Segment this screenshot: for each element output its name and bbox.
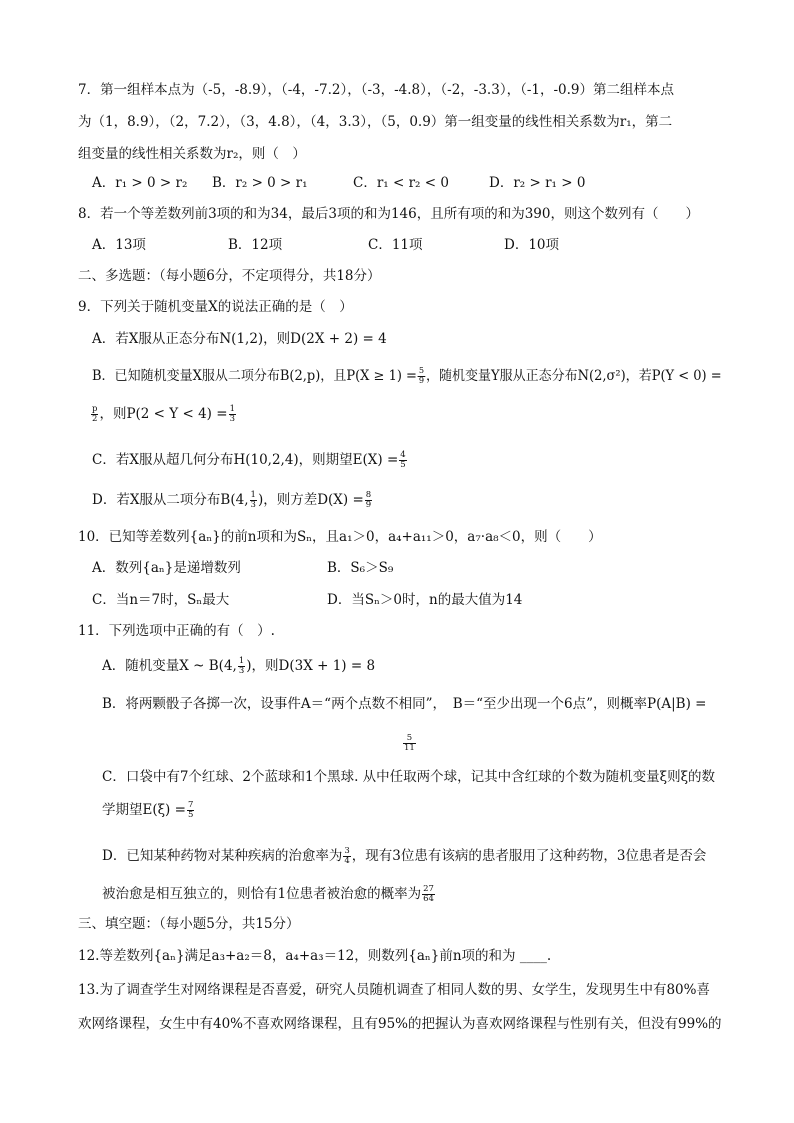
q9-option-d <box>92 490 373 510</box>
q7-option-c: C．r₁ < r₂ < 0 <box>353 175 449 191</box>
q10-option-c: C．当n＝7时，Sₙ最大 <box>92 592 230 608</box>
q13-line-1: 13.为了调查学生对网络课程是否喜爱，研究人员随机调查了相同人数的男、女学生，发现男生中有80%喜 <box>78 982 710 998</box>
fraction <box>91 405 98 424</box>
q11-option-c-line-1: C．口袋中有7个红球、2个蓝球和1个黑球. 从中任取两个球，记其中含红球的个数为随机变量ξ则ξ的数 <box>102 769 716 785</box>
q9-option-a: A．若X服从正态分布N(1,2)，则D(2X + 2) = 4 <box>92 331 387 347</box>
q8-option-c: C．11项 <box>368 237 423 253</box>
q8-option-b: B．12项 <box>228 237 283 253</box>
fraction <box>403 734 416 753</box>
q10-option-a: A．数列{aₙ}是递增数列 <box>92 560 241 576</box>
fraction <box>343 847 350 866</box>
numerator: 1 <box>229 404 235 414</box>
fraction <box>229 405 236 424</box>
numerator: 5 <box>403 734 416 744</box>
denominator: 11 <box>404 743 415 753</box>
q11-c-text: 学期望E(ξ) = <box>102 802 186 818</box>
q11-option-b: B．将两颗骰子各掷一次，设事件A＝“两个点数不相同”， B＝“至少出现一个6点”，则概率P(A|B) = <box>102 696 707 712</box>
fraction <box>422 885 435 904</box>
numerator: 4 <box>400 450 406 460</box>
fraction <box>238 657 245 676</box>
q11-option-a <box>102 656 375 676</box>
q11-option-b-fraction <box>402 733 417 753</box>
numerator: 8 <box>365 490 372 500</box>
denominator: 64 <box>423 894 434 904</box>
numerator: p <box>92 404 98 414</box>
q11-a-text: A．随机变量X ~ B(4, <box>102 658 237 674</box>
q9-option-b-line-2 <box>90 404 237 424</box>
q9-c-text: C．若X服从超几何分布H(10,2,4)，则期望E(X) = <box>92 452 399 468</box>
denominator: 3 <box>229 414 235 424</box>
fraction <box>399 451 406 470</box>
q10-option-d: D．当Sₙ＞0时，n的最大值为14 <box>327 592 523 608</box>
q11-option-d-line-2 <box>102 884 436 904</box>
denominator: 9 <box>365 500 372 510</box>
fraction <box>187 801 194 820</box>
denominator: 3 <box>238 666 245 676</box>
numerator: 3 <box>344 846 350 856</box>
q9-b-text-1: B．已知随机变量X服从二项分布B(2,p)，且P(X ≥ 1) = <box>92 368 417 384</box>
denominator: 9 <box>418 376 425 386</box>
fraction <box>250 491 257 510</box>
q11-a-text-2: )，则D(3X + 1) = 8 <box>246 658 376 674</box>
q7-option-d: D．r₂ > r₁ > 0 <box>489 175 586 191</box>
section-3-heading: 三、填空题：（每小题5分，共15分） <box>78 916 300 932</box>
denominator: 2 <box>92 414 98 424</box>
q9-d-text-2: )，则方差D(X) = <box>257 492 364 508</box>
numerator: 1 <box>250 490 256 500</box>
q7-option-b: B．r₂ > 0 > r₁ <box>212 175 308 191</box>
numerator: 1 <box>238 656 245 666</box>
denominator: 4 <box>344 856 350 866</box>
q10-stem: 10．已知等差数列{aₙ}的前n项和为Sₙ，且a₁＞0，a₄+a₁₁＞0，a₇·a₈＜0，则（ ） <box>78 529 602 545</box>
q12-stem: 12.等差数列{aₙ}满足a₃+a₂＝8，a₄+a₃＝12，则数列{aₙ}前n项的和为 ____. <box>78 948 552 964</box>
fraction <box>418 367 425 386</box>
q8-option-a: A．13项 <box>92 237 146 253</box>
q8-option-d: D．10项 <box>504 237 560 253</box>
q9-b-text-3: ，则P(2 < Y < 4) = <box>99 406 228 422</box>
q9-option-b-line-1 <box>92 366 722 386</box>
q11-d-text-3: 被治愈是相互独立的，则恰有1位患者被治愈的概率为 <box>102 886 422 902</box>
q7-line-1: 7．第一组样本点为（-5，-8.9），（-4，-7.2），（-3，-4.8），（-2，-3.3），（-1，-0.9）第二组样本点 <box>78 82 674 98</box>
q13-line-2: 欢网络课程，女生中有40%不喜欢网络课程，且有95%的把握认为喜欢网络课程与性别有关，但没有99%的 <box>78 1016 722 1032</box>
fraction <box>365 491 372 510</box>
numerator: 27 <box>423 884 434 894</box>
section-2-heading: 二、多选题：（每小题6分，不定项得分，共18分） <box>78 268 381 284</box>
numerator: 5 <box>418 366 425 376</box>
q7-line-3: 组变量的线性相关系数为r₂，则（ ） <box>78 146 306 162</box>
q10-option-b: B．S₆＞S₉ <box>327 560 394 576</box>
q7-line-2: 为（1，8.9），（2，7.2），（3，4.8），（4，3.3），（5，0.9）第一组变量的线性相关系数为r₁，第二 <box>78 114 673 130</box>
denominator: 5 <box>187 810 194 820</box>
q11-option-c-line-2 <box>102 800 195 820</box>
q11-d-text-2: ，现有3位患有该病的患者服用了这种药物，3位患者是否会 <box>351 848 707 864</box>
q9-option-c <box>92 450 408 470</box>
q11-option-d-line-1 <box>102 846 706 866</box>
numerator: 7 <box>187 800 194 810</box>
q9-stem: 9．下列关于随机变量X的说法正确的是（ ） <box>78 299 353 315</box>
q11-stem: 11．下列选项中正确的有（ ）. <box>78 623 275 639</box>
q8-stem: 8．若一个等差数列前3项的和为34，最后3项的和为146，且所有项的和为390，则这个数列有（ ） <box>78 206 699 222</box>
q9-b-text-2: ，随机变量Y服从正态分布N(2,σ²)，若P(Y < 0) = <box>426 368 722 384</box>
q11-d-text-1: D．已知某种药物对某种疾病的治愈率为 <box>102 848 343 864</box>
denominator: 5 <box>400 460 406 470</box>
q7-option-a: A．r₁ > 0 > r₂ <box>92 175 188 191</box>
q9-d-text: D．若X服从二项分布B(4, <box>92 492 249 508</box>
denominator: 3 <box>250 500 256 510</box>
